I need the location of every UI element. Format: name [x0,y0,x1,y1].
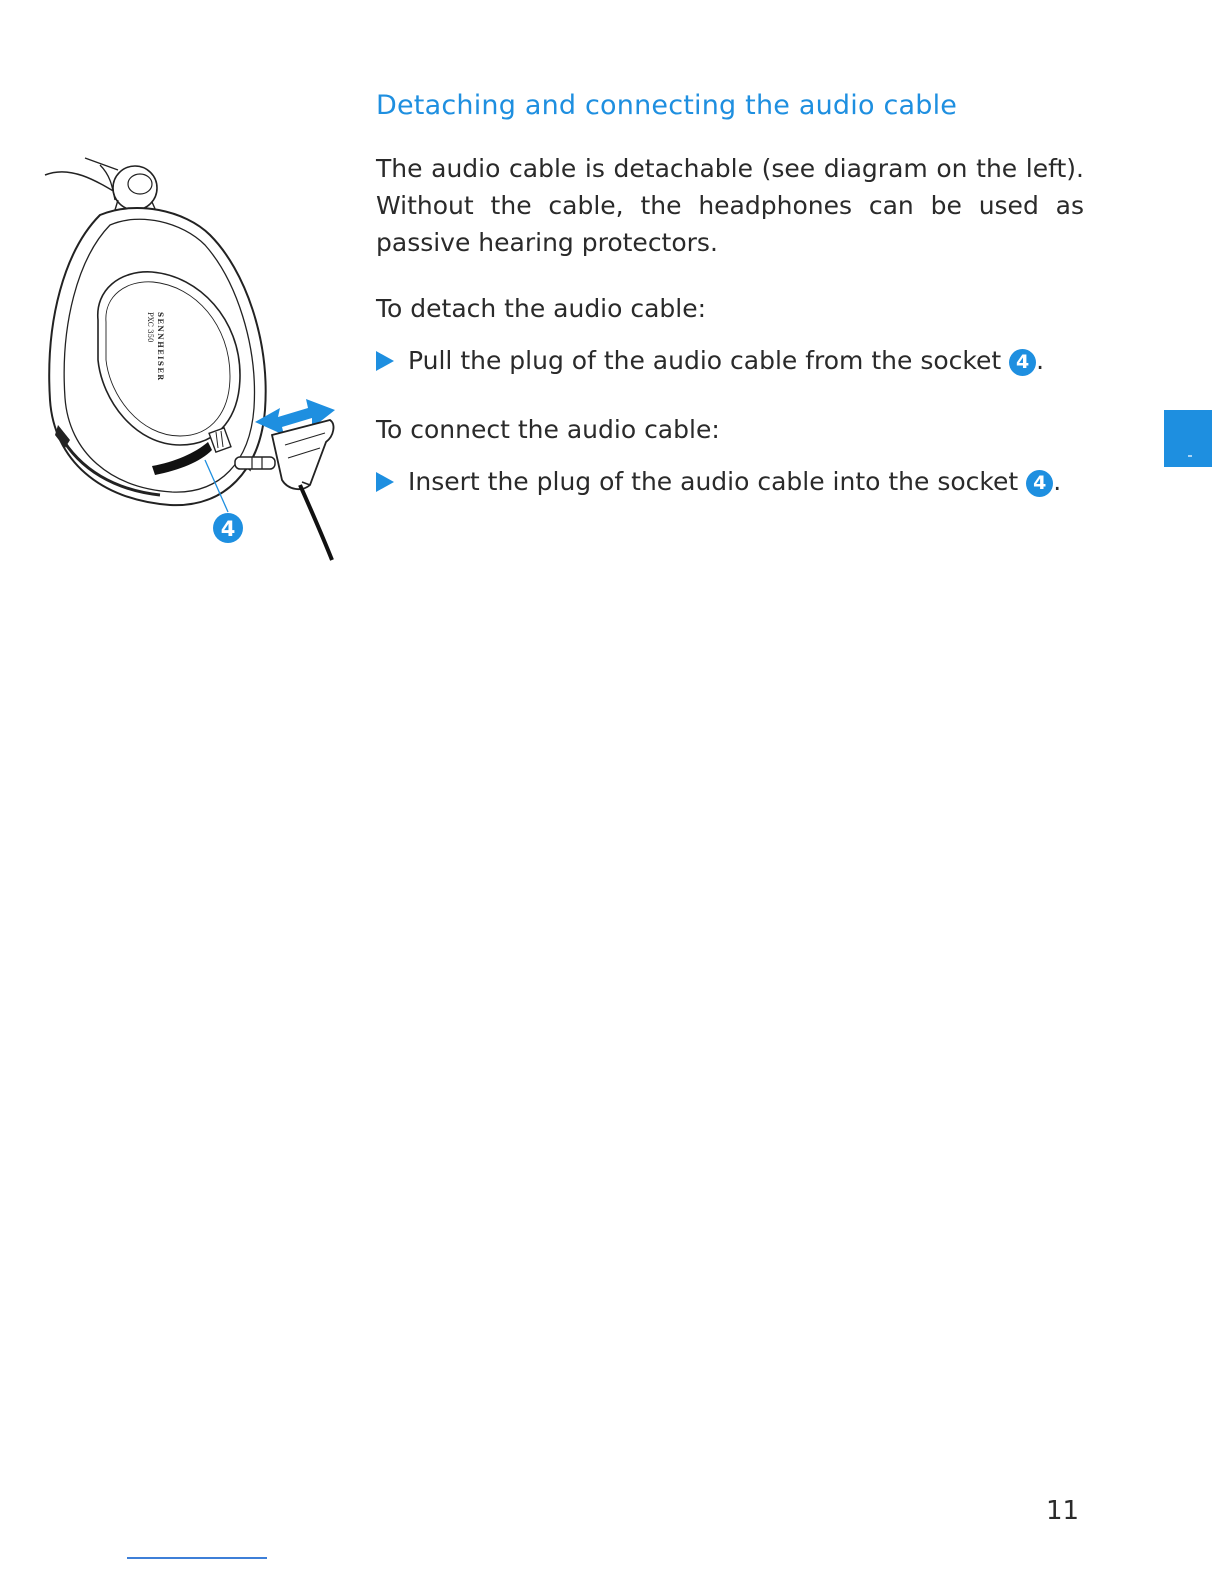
headphone-cable-illustration [40,140,350,570]
connect-instructions-label: To connect the audio cable: [376,415,720,444]
brand-label: SENNHEISER [156,312,165,382]
detach-step-period: . [1036,346,1045,375]
chapter-thumb-tab [1164,410,1212,467]
socket-number-badge: 4 [1009,349,1036,376]
callout-number: 4 [220,517,236,541]
page-number: 11 [1046,1496,1080,1526]
section-heading: Detaching and connecting the audio cable [376,90,958,121]
thumb-tab-mark [1188,455,1192,457]
connect-step [376,463,1096,500]
detach-step [376,342,1096,379]
detach-step-text: Pull the plug of the audio cable from the socket [408,346,1002,375]
connect-step-period: . [1053,467,1062,496]
socket-number-badge: 4 [1026,470,1053,497]
detach-instructions-label: To detach the audio cable: [376,294,707,323]
connect-step-text: Insert the plug of the audio cable into the socket [408,467,1019,496]
triangle-right-icon [376,351,394,371]
triangle-right-icon [376,472,394,492]
model-label: PXC 350 [146,312,154,343]
bottom-rule-divider [127,1557,267,1559]
intro-paragraph: The audio cable is detachable (see diagram on the left). Without the cable, the headphones can be used as passive hearing protectors. [376,154,1084,257]
